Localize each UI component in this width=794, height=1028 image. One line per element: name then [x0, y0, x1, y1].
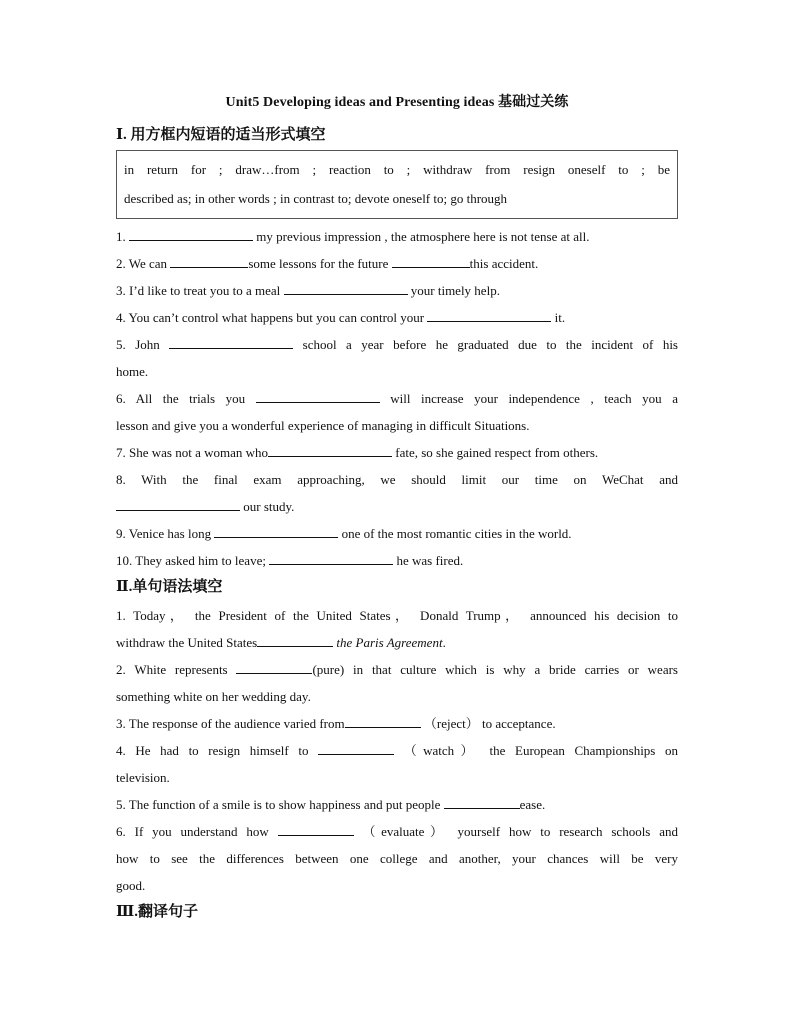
answer-blank[interactable]: [169, 335, 293, 349]
s2-item-2-cont: something white on her wedding day.: [116, 689, 311, 704]
s2-item-6-cont2: good.: [116, 878, 146, 893]
s2-item-4: 4. He had to resign himself to （watch） the European Championships on: [116, 743, 678, 758]
phrase-box-line-2: described as; in other words ; in contrast to; devote oneself to; go through: [124, 191, 508, 206]
phrase-box-line-1: in return for ; draw…from ; reaction to ; withdraw from resign oneself to ; be: [124, 162, 670, 177]
s1-item-8-cont: our study.: [116, 493, 678, 520]
answer-blank[interactable]: [214, 524, 338, 538]
answer-blank[interactable]: [444, 795, 520, 809]
worksheet-page: [116, 92, 678, 927]
answer-blank[interactable]: [427, 308, 551, 322]
s1-item-4: 4. You can’t control what happens but you can control your it.: [116, 310, 566, 325]
answer-blank[interactable]: [392, 254, 470, 268]
s1-item-9: 9. Venice has long one of the most romantic cities in the world.: [116, 526, 572, 541]
s1-item-6-cont: lesson and give you a wonderful experience of managing in difficult Situations.: [116, 418, 530, 433]
page-title: Unit5 Developing ideas and Presenting ideas 基础过关练: [225, 95, 569, 110]
s1-item-6: 6. All the trials you will increase your independence , teach you a: [116, 391, 678, 406]
answer-blank[interactable]: [284, 281, 408, 295]
answer-blank[interactable]: [116, 497, 240, 511]
section-3-heading: Ⅲ.翻译句子: [116, 904, 199, 920]
answer-blank[interactable]: [278, 822, 354, 836]
s2-item-2: 2. White represents (pure) in that culture which is why a bride carries or wears: [116, 662, 678, 677]
s1-item-7: 7. She was not a woman who fate, so she gained respect from others.: [116, 445, 599, 460]
s2-item-1-cont: withdraw the United States the Paris Agreement.: [116, 635, 446, 650]
s1-item-1: 1. my previous impression , the atmosphere here is not tense at all.: [116, 229, 590, 244]
s1-item-2: 2. We can some lessons for the future this accident.: [116, 256, 539, 271]
s2-item-3: 3. The response of the audience varied from （reject） to acceptance.: [116, 716, 556, 731]
answer-blank[interactable]: [269, 551, 393, 565]
s2-item-1: 1. Today， the President of the United States， Donald Trump， announced his decision to: [116, 608, 678, 623]
section-1-heading: Ⅰ. 用方框内短语的适当形式填空: [116, 127, 326, 143]
s1-item-3: 3. I’d like to treat you to a meal your timely help.: [116, 283, 500, 298]
answer-blank[interactable]: [318, 741, 394, 755]
answer-blank[interactable]: [256, 389, 380, 403]
s2-item-6: 6. If you understand how （evaluate） yourself how to research schools and: [116, 824, 678, 839]
s2-item-4-cont: television.: [116, 770, 170, 785]
s1-item-5: 5. John school a year before he graduated due to the incident of his: [116, 337, 678, 352]
s2-item-6-cont: how to see the differences between one college and another, your chances will be very: [116, 851, 678, 866]
answer-blank[interactable]: [236, 660, 312, 674]
answer-blank[interactable]: [257, 633, 333, 647]
s2-item-5: 5. The function of a smile is to show happiness and put people ease.: [116, 797, 546, 812]
answer-blank[interactable]: [268, 443, 392, 457]
answer-blank[interactable]: [129, 227, 253, 241]
s1-item-5-cont: home.: [116, 364, 149, 379]
answer-blank[interactable]: [170, 254, 248, 268]
s1-item-10: 10. They asked him to leave; he was fired.: [116, 553, 464, 568]
s1-item-8: 8. With the final exam approaching, we should limit our time on WeChat and: [116, 472, 678, 487]
answer-blank[interactable]: [345, 714, 421, 728]
phrase-box: [116, 150, 678, 219]
section-2-heading: Ⅱ.单句语法填空: [116, 579, 223, 595]
